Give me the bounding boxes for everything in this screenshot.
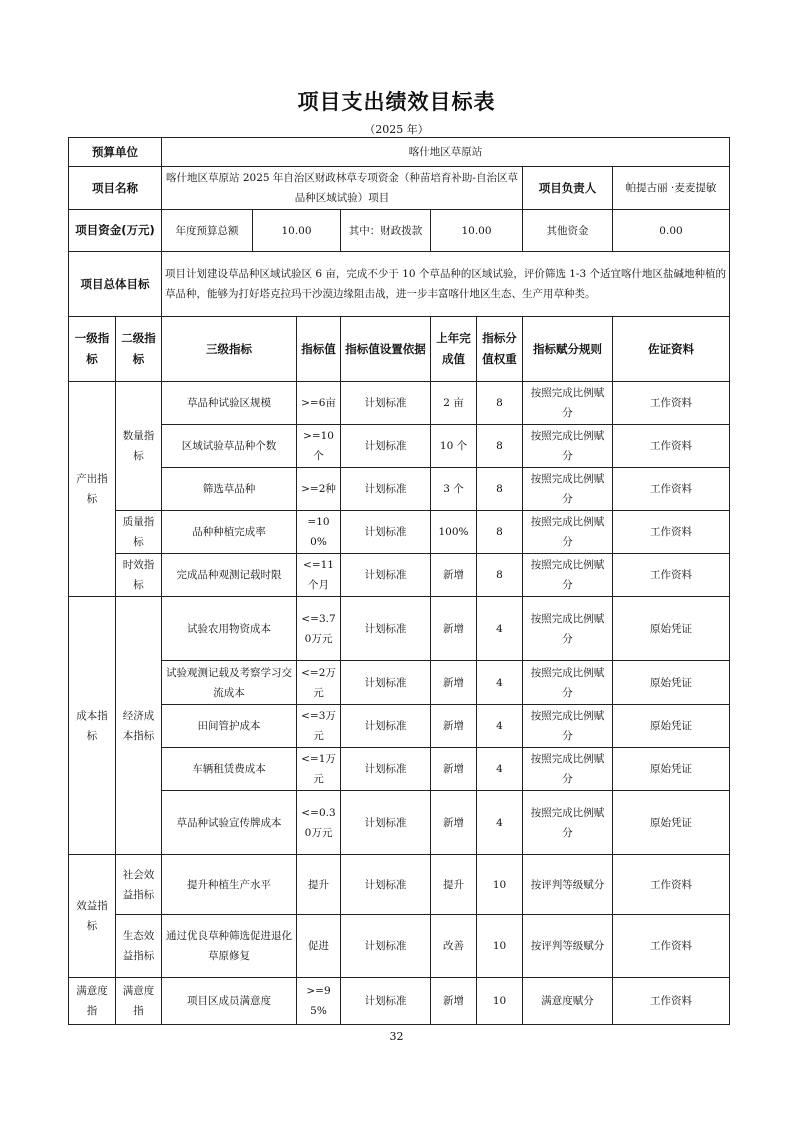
header-level3: 三级指标 [162,317,297,382]
last-year-value: 新增 [431,554,477,597]
header-value: 指标值 [297,317,341,382]
indicator-weight: 4 [477,705,523,748]
evidence: 原始凭证 [613,661,730,705]
indicator-basis: 计划标准 [341,554,431,597]
indicator-basis: 计划标准 [341,978,431,1025]
scoring-rule: 按照完成比例赋分 [523,597,613,661]
indicator-name: 草品种试验宣传牌成本 [162,791,297,855]
indicator-basis: 计划标准 [341,382,431,425]
indicator-value: >=6亩 [297,382,341,425]
scoring-rule: 满意度赋分 [523,978,613,1025]
indicator-name: 通过优良草种筛选促进退化草原修复 [162,915,297,978]
project-funds-label: 项目资金(万元) [69,210,162,252]
evidence: 工作资料 [613,425,730,468]
indicator-value: 促进 [297,915,341,978]
header-weight: 指标分值权重 [477,317,523,382]
indicator-value: <=2万元 [297,661,341,705]
scoring-rule: 按照完成比例赋分 [523,425,613,468]
indicator-weight: 8 [477,382,523,425]
scoring-rule: 按照完成比例赋分 [523,468,613,511]
header-evidence: 佐证资料 [613,317,730,382]
evidence: 工作资料 [613,554,730,597]
last-year-value: 新增 [431,597,477,661]
indicator-name: 试验观测记载及考察学习交流成本 [162,661,297,705]
evidence: 原始凭证 [613,597,730,661]
table-row [69,791,730,855]
last-year-value: 提升 [431,855,477,915]
indicator-weight: 4 [477,597,523,661]
level2-indicator: 数量指标 [116,382,162,511]
level2-indicator: 满意度指 [116,978,162,1025]
scoring-rule: 按照完成比例赋分 [523,748,613,791]
indicator-basis: 计划标准 [341,915,431,978]
indicator-weight: 8 [477,511,523,554]
indicator-name: 提升种植生产水平 [162,855,297,915]
header-level1: 一级指标 [69,317,116,382]
overall-goal-value: 项目计划建设草品种区域试验区 6 亩，完成不少于 10 个草品种的区域试验，评价筛选 1-3 个适宜喀什地区盐碱地种植的草品种，能够为打好塔克拉玛干沙漠边缘阻击战，进一步丰富喀什地区生态、生产用草种类。 [162,252,730,317]
table-row [69,468,730,511]
table-row [69,425,730,468]
scoring-rule: 按评判等级赋分 [523,855,613,915]
indicator-basis: 计划标准 [341,511,431,554]
table-row [69,661,730,705]
last-year-value: 新增 [431,748,477,791]
scoring-rule: 按照完成比例赋分 [523,661,613,705]
annual-total-value: 10.00 [253,210,341,252]
header-last-year: 上年完成值 [431,317,477,382]
table-row [69,748,730,791]
indicator-weight: 8 [477,554,523,597]
scoring-rule: 按照完成比例赋分 [523,554,613,597]
evidence: 工作资料 [613,468,730,511]
level2-indicator: 经济成本指标 [116,597,162,855]
level2-indicator: 生态效益指标 [116,915,162,978]
scoring-rule: 按照完成比例赋分 [523,382,613,425]
level1-indicator: 产出指标 [69,382,116,597]
indicator-basis: 计划标准 [341,468,431,511]
project-name-label: 项目名称 [69,167,162,210]
table-row [69,705,730,748]
indicator-weight: 8 [477,425,523,468]
table-row [69,511,730,554]
level2-indicator: 社会效益指标 [116,855,162,915]
project-leader-label: 项目负责人 [523,167,613,210]
indicator-basis: 计划标准 [341,425,431,468]
indicator-name: 区域试验草品种个数 [162,425,297,468]
evidence: 工作资料 [613,855,730,915]
indicator-name: 完成品种观测记载时限 [162,554,297,597]
indicator-name: 草品种试验区规模 [162,382,297,425]
indicator-weight: 10 [477,915,523,978]
indicator-name: 田间管护成本 [162,705,297,748]
scoring-rule: 按照完成比例赋分 [523,791,613,855]
fiscal-label: 其中：财政拨款 [341,210,431,252]
table-row [69,382,730,425]
header-rule: 指标赋分规则 [523,317,613,382]
evidence: 工作资料 [613,382,730,425]
level2-indicator: 时效指标 [116,554,162,597]
other-funds-value: 0.00 [613,210,730,252]
level2-indicator: 质量指标 [116,511,162,554]
evidence: 工作资料 [613,978,730,1025]
scoring-rule: 按照完成比例赋分 [523,511,613,554]
indicator-value: >=10个 [297,425,341,468]
indicator-name: 项目区成员满意度 [162,978,297,1025]
indicator-weight: 4 [477,748,523,791]
indicator-weight: 10 [477,978,523,1025]
indicator-value: <=3.70万元 [297,597,341,661]
level1-indicator: 满意度指 [69,978,116,1025]
year-subtitle: （2025 年） [364,123,429,136]
header-basis: 指标值设置依据 [341,317,431,382]
last-year-value: 新增 [431,661,477,705]
other-funds-label: 其他资金 [523,210,613,252]
performance-target-table [68,137,730,1025]
last-year-value: 3 个 [431,468,477,511]
indicator-basis: 计划标准 [341,597,431,661]
evidence: 原始凭证 [613,705,730,748]
evidence: 工作资料 [613,511,730,554]
fiscal-value: 10.00 [431,210,523,252]
project-name-value: 喀什地区草原站 2025 年自治区财政林草专项资金（种苗培育补助-自治区草品种区域试验）项目 [162,167,523,210]
indicator-basis: 计划标准 [341,705,431,748]
last-year-value: 新增 [431,705,477,748]
indicator-value: <=3万元 [297,705,341,748]
indicator-basis: 计划标准 [341,855,431,915]
page-number: 32 [389,1030,404,1043]
budget-unit-value: 喀什地区草原站 [162,138,730,167]
indicator-value: >=95% [297,978,341,1025]
project-leader-value: 帕提古丽 ·麦麦提敏 [613,167,730,210]
indicator-value: <=1万元 [297,748,341,791]
evidence: 原始凭证 [613,791,730,855]
last-year-value: 新增 [431,791,477,855]
table-row [69,855,730,915]
indicator-value: <=0.30万元 [297,791,341,855]
indicator-weight: 10 [477,855,523,915]
evidence: 原始凭证 [613,748,730,791]
indicator-name: 筛选草品种 [162,468,297,511]
page-title: 项目支出绩效目标表 [297,90,496,114]
indicator-name: 试验农用物资成本 [162,597,297,661]
indicator-weight: 4 [477,791,523,855]
indicator-basis: 计划标准 [341,748,431,791]
table-row [69,915,730,978]
indicator-basis: 计划标准 [341,661,431,705]
indicator-weight: 4 [477,661,523,705]
indicator-weight: 8 [477,468,523,511]
header-level2: 二级指标 [116,317,162,382]
last-year-value: 100% [431,511,477,554]
indicator-value: >=2种 [297,468,341,511]
scoring-rule: 按评判等级赋分 [523,915,613,978]
indicator-basis: 计划标准 [341,791,431,855]
level1-indicator: 成本指标 [69,597,116,855]
last-year-value: 改善 [431,915,477,978]
level1-indicator: 效益指标 [69,855,116,978]
table-row [69,597,730,661]
table-row [69,978,730,1025]
last-year-value: 2 亩 [431,382,477,425]
indicator-value: 提升 [297,855,341,915]
last-year-value: 10 个 [431,425,477,468]
table-row [69,554,730,597]
indicator-value: =100% [297,511,341,554]
last-year-value: 新增 [431,978,477,1025]
indicator-name: 车辆租赁费成本 [162,748,297,791]
indicator-name: 品种种植完成率 [162,511,297,554]
indicator-value: <=11个月 [297,554,341,597]
annual-total-label: 年度预算总额 [162,210,253,252]
evidence: 工作资料 [613,915,730,978]
budget-unit-label: 预算单位 [69,138,162,167]
overall-goal-label: 项目总体目标 [69,252,162,317]
scoring-rule: 按照完成比例赋分 [523,705,613,748]
